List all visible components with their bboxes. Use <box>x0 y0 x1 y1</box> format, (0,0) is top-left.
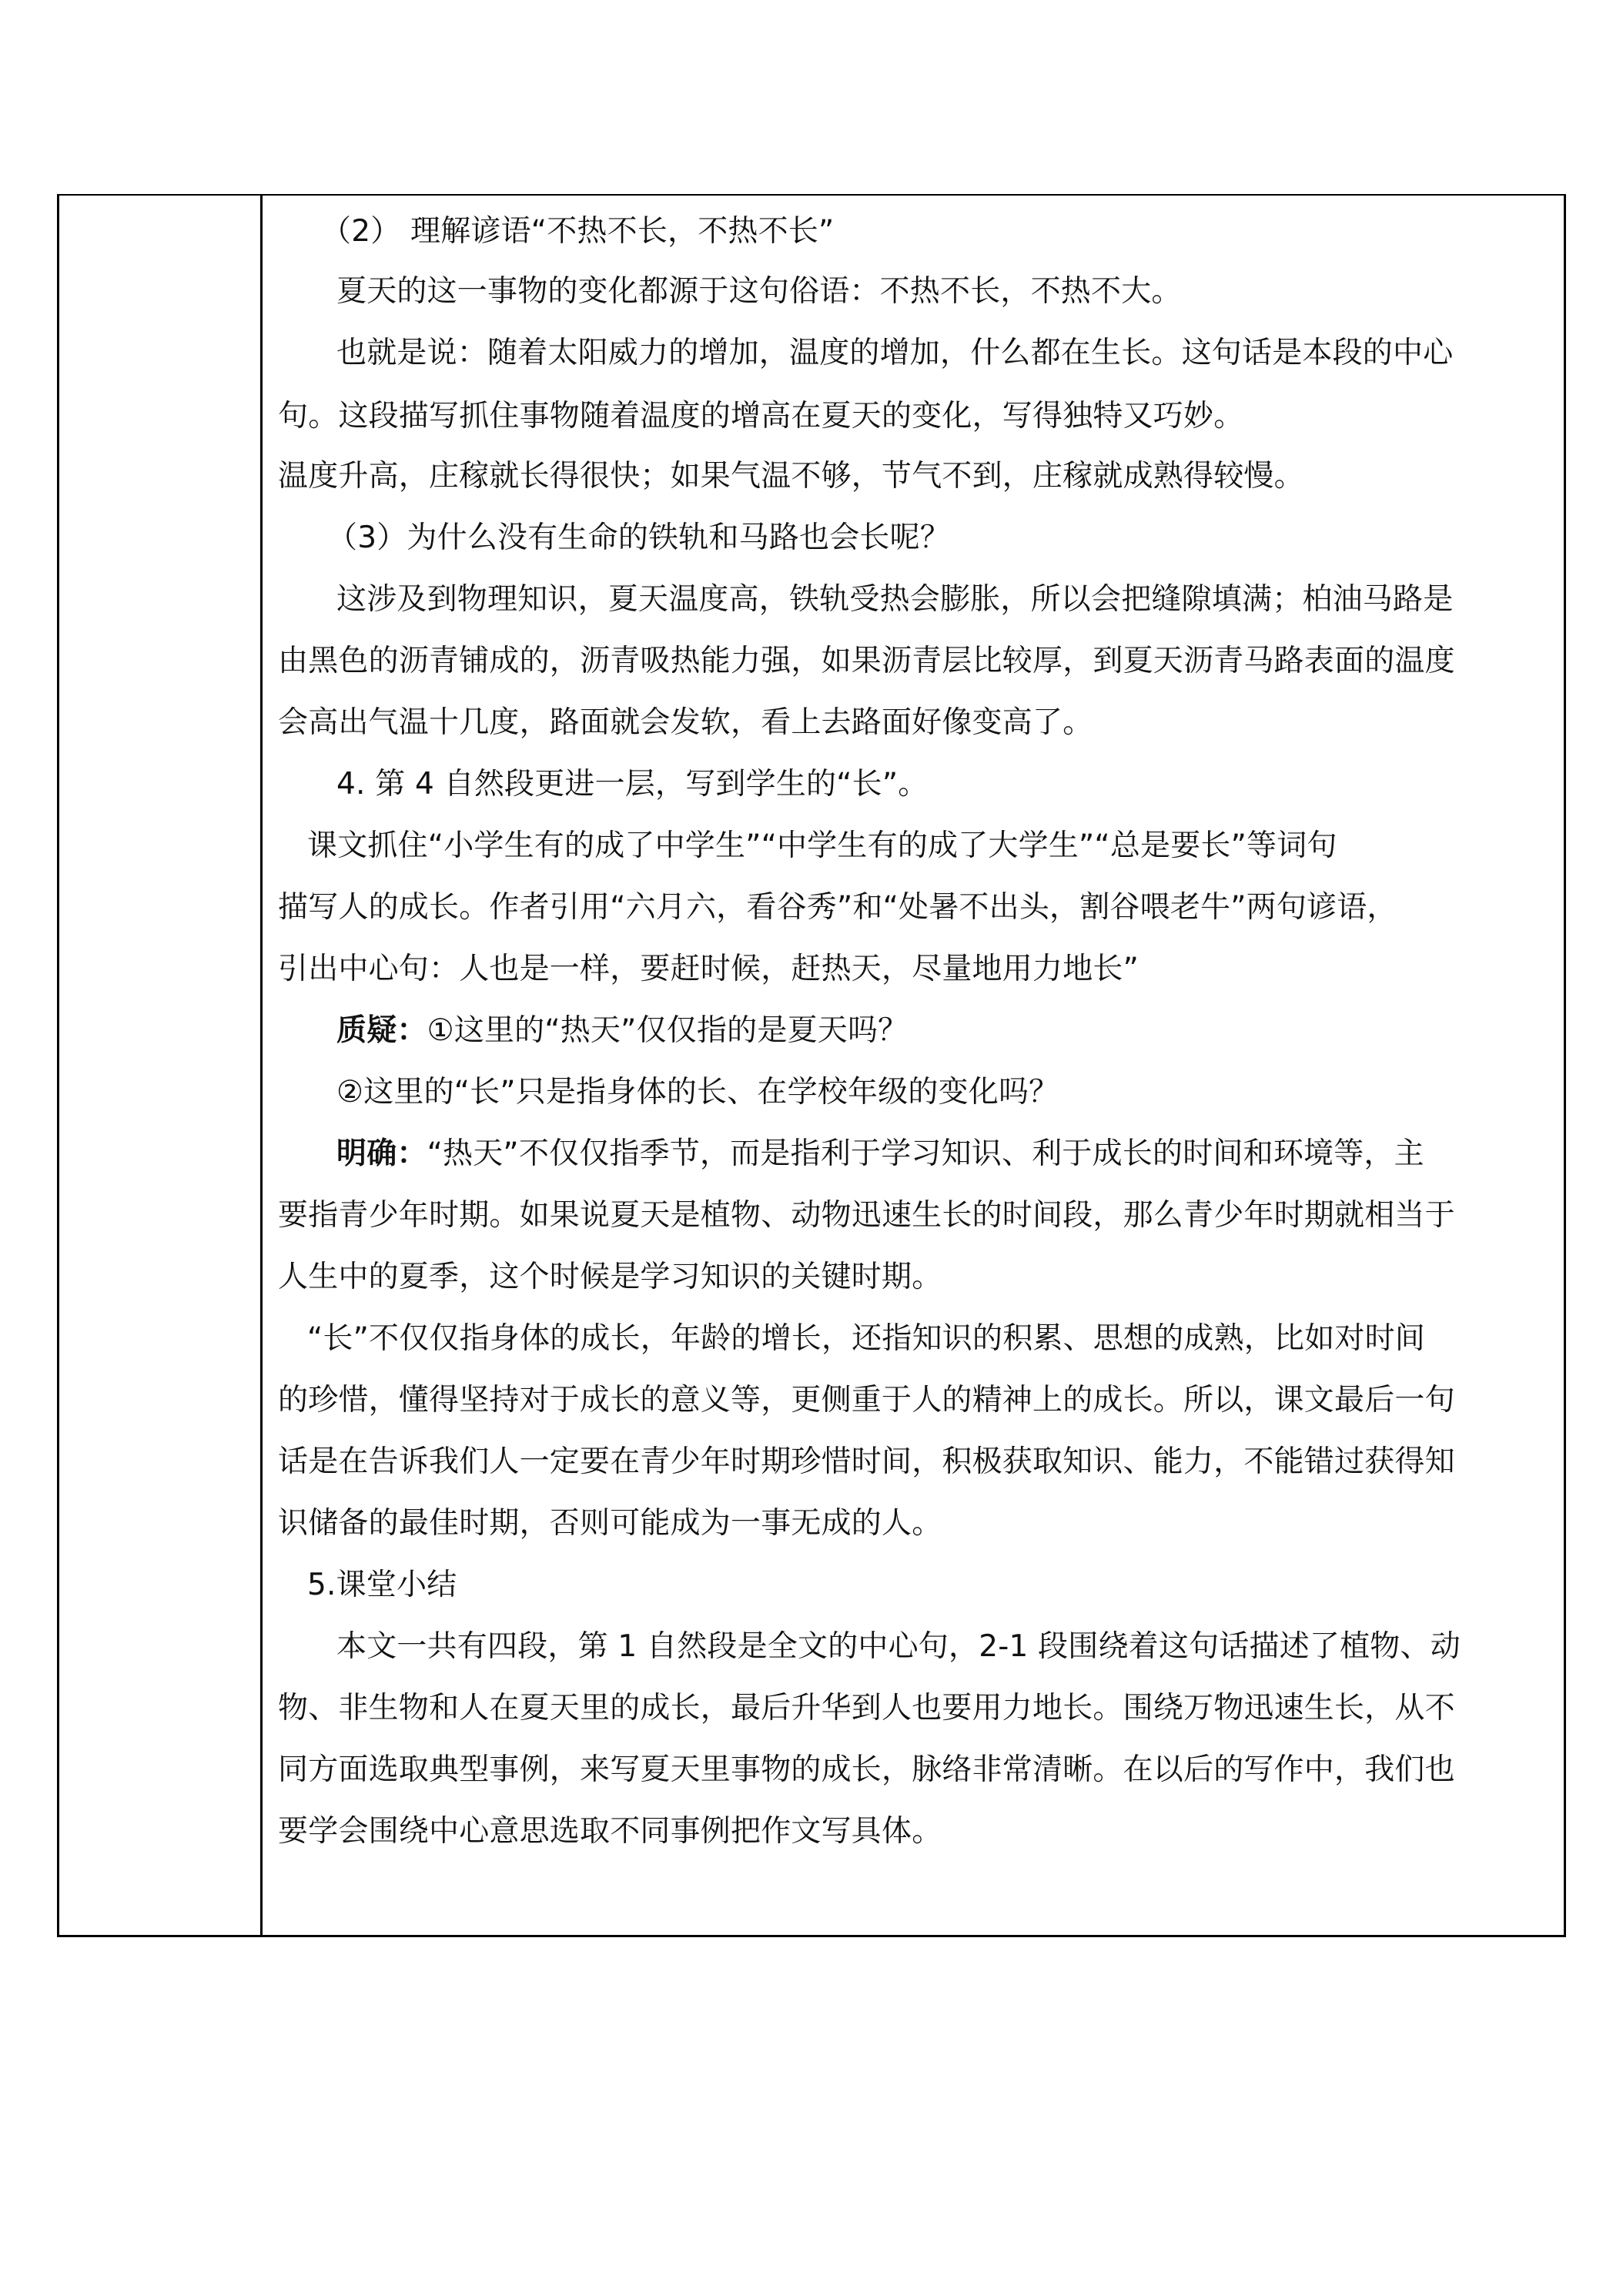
paragraph-line: 物、非生物和人在夏天里的成长，最后升华到人也要用力地长。围绕万物迅速生长，从不 <box>278 1691 1455 1725</box>
section-3-heading: （3）为什么没有生命的铁轨和马路也会长呢？ <box>327 520 951 555</box>
paragraph-line: “长”不仅仅指身体的成长，年龄的增长，还指知识的积累、思想的成熟，比如对时间 <box>307 1321 1426 1356</box>
question-label: 质疑： <box>336 1013 427 1048</box>
paragraph-line: 课文抓住“小学生有的成了中学生”“中学生有的成了大学生”“总是要长”等词句 <box>307 828 1337 863</box>
paragraph-line: 识储备的最佳时期，否则可能成为一事无成的人。 <box>278 1506 942 1541</box>
clarify-label: 明确： <box>336 1136 427 1171</box>
paragraph-line: 夏天的这一事物的变化都源于这句俗语：不热不长，不热不大。 <box>336 274 1182 309</box>
paragraph-line: 要指青少年时期。如果说夏天是植物、动物迅速生长的时间段，那么青少年时期就相当于 <box>278 1198 1455 1233</box>
paragraph-line: 同方面选取典型事例，来写夏天里事物的成长，脉络非常清晰。在以后的写作中，我们也 <box>278 1752 1455 1787</box>
question-line: ②这里的“长”只是指身体的长、在学校年级的变化吗？ <box>336 1075 1059 1110</box>
paragraph-line: 这涉及到物理知识，夏天温度高，铁轨受热会膨胀，所以会把缝隙填满；柏油马路是 <box>336 582 1454 617</box>
paragraph-line: 描写人的成长。作者引用“六月六，看谷秀”和“处暑不出头，割谷喂老牛”两句谚语， <box>278 890 1397 925</box>
lesson-table <box>57 194 1566 1937</box>
paragraph-line: 会高出气温十几度，路面就会发软，看上去路面好像变高了。 <box>278 705 1093 740</box>
paragraph-line: 由黑色的沥青铺成的，沥青吸热能力强，如果沥青层比较厚，到夏天沥青马路表面的温度 <box>278 644 1455 678</box>
question-line <box>278 1012 1550 1050</box>
paragraph-line: 人生中的夏季，这个时候是学习知识的关键时期。 <box>278 1260 942 1294</box>
section-4-heading: 4. 第 4 自然段更进一层，写到学生的“长”。 <box>336 767 929 802</box>
table-left-column <box>59 196 263 1935</box>
paragraph-line: 引出中心句：人也是一样，要赶时候，赶热天，尽量地用力地长” <box>278 952 1139 986</box>
paragraph-line: 句。这段描写抓住事物随着温度的增高在夏天的变化，写得独特又巧妙。 <box>278 399 1244 433</box>
section-2-heading: （2） 理解谚语“不热不长，不热不长” <box>321 214 835 249</box>
paragraph-line: 要学会围绕中心意思选取不同事例把作文写具体。 <box>278 1814 942 1849</box>
clarify-text: “热天”不仅仅指季节，而是指利于学习知识、利于成长的时间和环境等，主 <box>427 1136 1424 1171</box>
question-text: ①这里的“热天”仅仅指的是夏天吗？ <box>427 1013 909 1048</box>
paragraph-line: 本文一共有四段，第 1 自然段是全文的中心句，2-1 段围绕着这句话描述了植物、动 <box>336 1629 1461 1664</box>
clarify-line <box>278 1135 1550 1173</box>
paragraph-line: 温度升高，庄稼就长得很快；如果气温不够，节气不到，庄稼就成熟得较慢。 <box>278 459 1304 494</box>
paragraph-line: 的珍惜，懂得坚持对于成长的意义等，更侧重于人的精神上的成长。所以，课文最后一句 <box>278 1383 1455 1417</box>
paragraph-line: 也就是说：随着太阳威力的增加，温度的增加，什么都在生长。这句话是本段的中心 <box>336 336 1454 370</box>
paragraph-line: 话是在告诉我们人一定要在青少年时期珍惜时间，积极获取知识、能力，不能错过获得知 <box>278 1444 1455 1479</box>
section-5-heading: 5.课堂小结 <box>307 1568 457 1602</box>
